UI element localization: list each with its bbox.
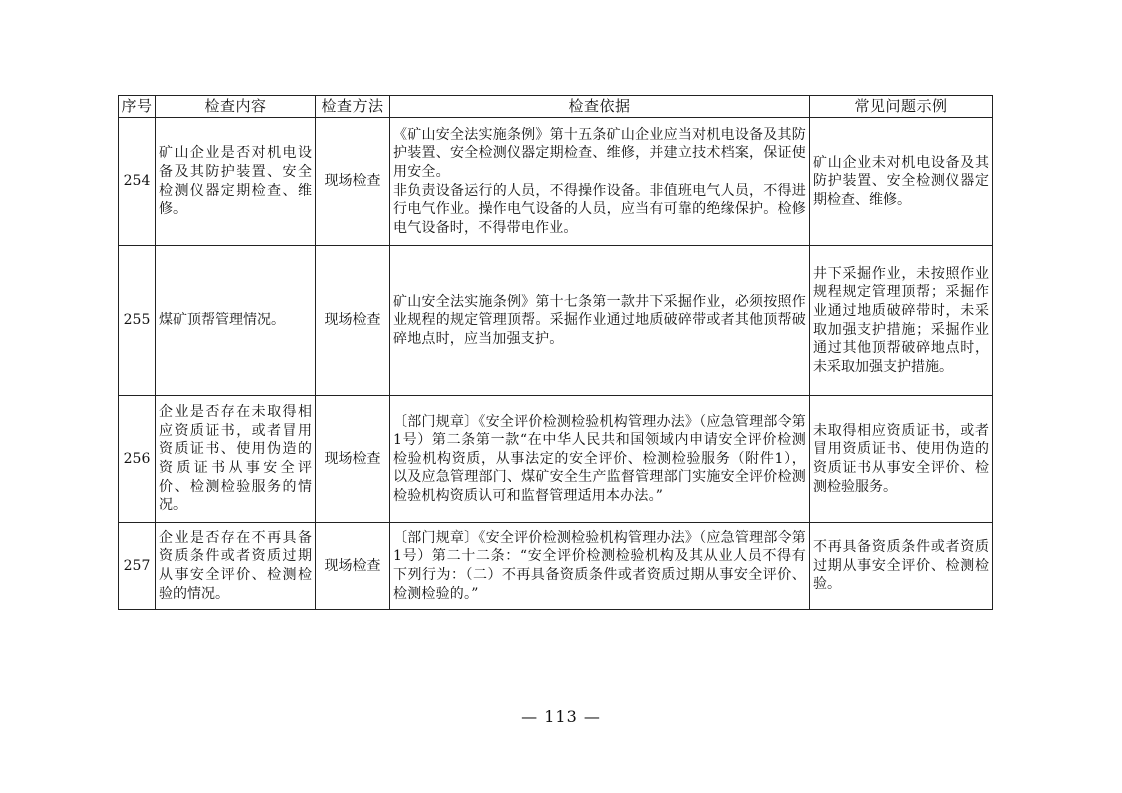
inspection-basis [390, 246, 810, 396]
row-number: 257 [119, 523, 156, 610]
header-issue: 常见问题示例 [810, 96, 993, 118]
inspection-content: 企业是否存在不再具备资质条件或者资质过期从事安全评价、检测检验的情况。 [156, 523, 316, 610]
common-issue: 井下采掘作业，未按照作业规程规定管理顶帮；采掘作业通过地质破碎带时，未采取加强支护措施；采掘作业通过其他顶帮破碎地点时，未采取加强支护措施。 [810, 246, 993, 396]
header-content: 检查内容 [156, 96, 316, 118]
table-header-row [119, 96, 993, 118]
basis-paragraph: 《矿山安全法实施条例》第十五条矿山企业应当对机电设备及其防护装置、安全检测仪器定期检查、维修，并建立技术档案，保证使用安全。 [393, 126, 806, 180]
common-issue: 不再具备资质条件或者资质过期从事安全评价、检测检验。 [810, 523, 993, 610]
inspection-basis [390, 396, 810, 523]
page-number: — 113 — [521, 707, 601, 726]
inspection-content: 矿山企业是否对机电设备及其防护装置、安全检测仪器定期检查、维修。 [156, 118, 316, 246]
table-row [119, 523, 993, 610]
inspection-method: 现场检查 [316, 396, 390, 523]
basis-paragraph: 〔部门规章〕《安全评价检测检验机构管理办法》（应急管理部令第1号）第二十二条：“安全评价检测检验机构及其从业人员不得有下列行为：（二）不再具备资质条件或者资质过期从事安全评价、检测检验的。” [393, 529, 806, 602]
header-method: 检查方法 [316, 96, 390, 118]
basis-paragraph: 矿山安全法实施条例》第十七条第一款井下采掘作业，必须按照作业规程的规定管理顶帮。采掘作业通过地质破碎带或者其他顶帮破碎地点时，应当加强支护。 [393, 293, 806, 347]
basis-paragraph: 〔部门规章〕《安全评价检测检验机构管理办法》（应急管理部令第1号）第二条第一款“在中华人民共和国领域内申请安全评价检测检验机构资质，从事法定的安全评价、检测检验服务（附件1），以及应急管理部门、煤矿安全生产监督管理部门实施安全评价检测检验机构资质认可和监督管理适用本办法。” [393, 413, 806, 504]
row-number: 255 [119, 246, 156, 396]
inspection-method: 现场检查 [316, 118, 390, 246]
table-row [119, 118, 993, 246]
inspection-method: 现场检查 [316, 523, 390, 610]
inspection-content: 煤矿顶帮管理情况。 [156, 246, 316, 396]
inspection-method: 现场检查 [316, 246, 390, 396]
inspection-basis [390, 118, 810, 246]
header-basis: 检查依据 [390, 96, 810, 118]
inspection-table [118, 95, 993, 610]
table-row [119, 396, 993, 523]
basis-paragraph: 非负责设备运行的人员，不得操作设备。非值班电气人员，不得进行电气作业。操作电气设备的人员，应当有可靠的绝缘保护。检修电气设备时，不得带电作业。 [393, 182, 806, 236]
common-issue: 未取得相应资质证书，或者冒用资质证书、使用伪造的资质证书从事安全评价、检测检验服务。 [810, 396, 993, 523]
row-number: 256 [119, 396, 156, 523]
row-number: 254 [119, 118, 156, 246]
inspection-content: 企业是否存在未取得相应资质证书，或者冒用资质证书、使用伪造的资质证书从事安全评价、检测检验服务的情况。 [156, 396, 316, 523]
table-row [119, 246, 993, 396]
inspection-basis [390, 523, 810, 610]
header-no: 序号 [119, 96, 156, 118]
common-issue: 矿山企业未对机电设备及其防护装置、安全检测仪器定期检查、维修。 [810, 118, 993, 246]
